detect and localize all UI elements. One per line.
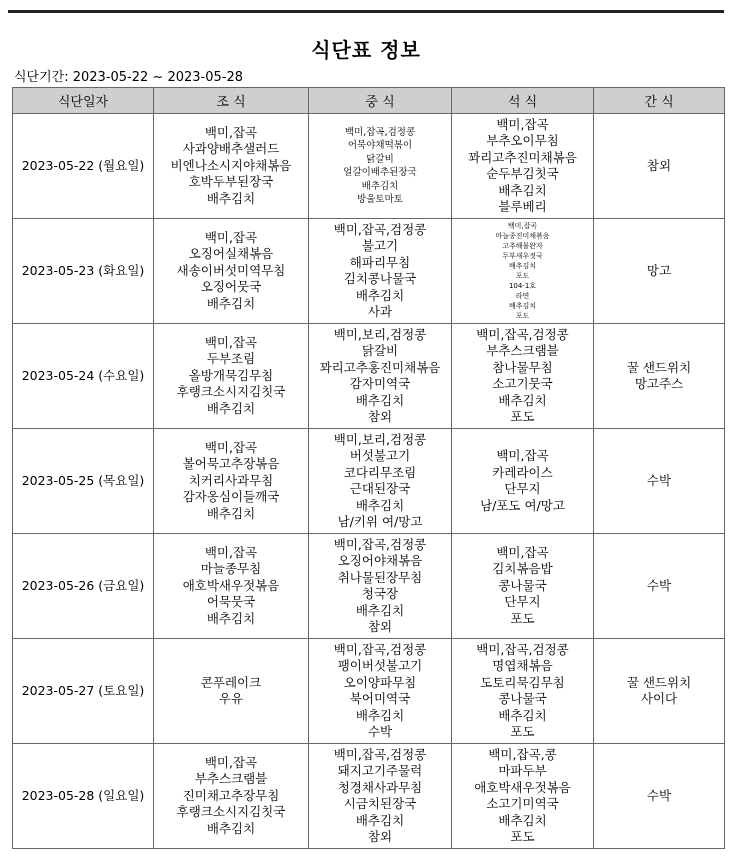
lunch-item: 시금치된장국 xyxy=(343,796,417,811)
dinner-item: 참나물무침 xyxy=(492,359,553,375)
cell-dinner xyxy=(452,324,594,429)
breakfast-item: 애호박새우젓볶음 xyxy=(182,577,280,593)
breakfast-item: 치커리사과무침 xyxy=(188,472,274,488)
breakfast-item: 백미,잡곡 xyxy=(204,124,258,140)
breakfast-item: 후랭크소시지김칫국 xyxy=(176,384,286,400)
cell-dinner xyxy=(452,114,594,219)
breakfast-item: 백미,잡곡 xyxy=(204,544,258,560)
cell-lunch xyxy=(309,534,452,639)
cell-lunch xyxy=(309,639,452,744)
lunch-item: 백미,보리,검정콩 xyxy=(333,326,427,342)
snack-item: 수박 xyxy=(646,577,672,593)
lunch-item: 버섯불고기 xyxy=(349,448,411,463)
dinner-item: 콩나물국 xyxy=(498,577,547,593)
header-date: 식단일자 xyxy=(13,88,154,114)
dinner-item: 포도 xyxy=(515,272,530,280)
snack-item: 꿀 샌드위치 xyxy=(626,359,692,375)
header-lunch: 중 식 xyxy=(309,88,452,114)
breakfast-item: 배추김치 xyxy=(206,295,256,311)
dinner-item: 단무지 xyxy=(504,594,541,610)
dinner-item: 남/포도 여/망고 xyxy=(480,497,565,513)
dinner-item: 포도 xyxy=(515,312,530,320)
dinner-item: 라면 xyxy=(515,292,530,300)
dinner-item: 명엽채볶음 xyxy=(492,658,553,673)
cell-snack xyxy=(594,639,725,744)
breakfast-item: 배추김치 xyxy=(206,505,256,521)
breakfast-item: 배추김치 xyxy=(206,400,256,416)
dinner-item: 고추해물완자 xyxy=(502,242,543,250)
dinner-item: 백미,잡곡,검정콩 xyxy=(476,641,569,657)
top-divider xyxy=(8,10,724,13)
dinner-item: 백미,잡곡 xyxy=(507,222,538,230)
cell-snack xyxy=(594,429,725,534)
breakfast-item: 콘푸레이크 xyxy=(200,674,262,690)
breakfast-item: 올방개묵김무침 xyxy=(188,367,274,383)
breakfast-item: 후랭크소시지김칫국 xyxy=(176,804,286,820)
meal-date: 2023-05-28 (일요일) xyxy=(13,744,154,849)
dinner-item: 포도 xyxy=(510,829,535,844)
lunch-item: 청국장 xyxy=(361,586,399,601)
cell-breakfast xyxy=(154,429,309,534)
cell-lunch xyxy=(309,744,452,849)
lunch-item: 배추김치 xyxy=(355,287,405,303)
dinner-item: 카레라이스 xyxy=(492,464,553,480)
lunch-item: 배추김치 xyxy=(355,812,405,828)
dinner-item: 애호박새우젓볶음 xyxy=(474,779,571,795)
lunch-item: 참외 xyxy=(367,829,393,844)
breakfast-item: 오징어실채볶음 xyxy=(188,246,274,262)
dinner-item: 배추김치 xyxy=(498,812,547,828)
cell-lunch xyxy=(309,324,452,429)
table-header-row xyxy=(13,88,725,114)
lunch-item: 참외 xyxy=(367,619,393,634)
dinner-item: 마늘종진미채볶음 xyxy=(495,232,550,240)
lunch-item: 꽈리고추홍진미채볶음 xyxy=(319,359,441,375)
breakfast-item: 부추스크램블 xyxy=(194,771,268,787)
lunch-item: 김치콩나물국 xyxy=(343,271,417,286)
dinner-item: 백미,잡곡 xyxy=(496,116,549,132)
lunch-item: 방울토마토 xyxy=(357,194,403,205)
breakfast-item: 백미,잡곡 xyxy=(204,229,258,245)
breakfast-item: 볼어묵고추장볶음 xyxy=(182,456,280,472)
dinner-item: 배추김치 xyxy=(508,262,537,270)
table-row xyxy=(13,639,725,744)
cell-breakfast xyxy=(154,114,309,219)
lunch-item: 취나물된장무침 xyxy=(337,569,423,585)
cell-breakfast xyxy=(154,324,309,429)
cell-snack xyxy=(594,219,725,324)
lunch-item: 배추김치 xyxy=(355,707,405,723)
cell-dinner xyxy=(452,534,594,639)
lunch-item: 배추김치 xyxy=(355,392,405,408)
lunch-item: 배추김치 xyxy=(361,180,399,192)
breakfast-item: 마늘종무침 xyxy=(200,561,262,577)
dinner-item: 백미,잡곡,검정콩 xyxy=(476,326,569,342)
dinner-item: 백미,잡곡,콩 xyxy=(488,746,557,762)
lunch-item: 참외 xyxy=(367,409,393,424)
cell-dinner xyxy=(452,429,594,534)
lunch-item: 사과 xyxy=(367,304,393,319)
breakfast-item: 비엔나소시지야채볶음 xyxy=(170,157,292,173)
dinner-item: 김치볶음밥 xyxy=(492,561,553,577)
dinner-item: 단무지 xyxy=(504,481,541,496)
breakfast-item: 감자옹심이들깨국 xyxy=(182,489,280,505)
dinner-item: 배추김치 xyxy=(498,182,547,198)
dinner-item: 포도 xyxy=(510,409,535,424)
lunch-item: 백미,잡곡,검정콩 xyxy=(344,126,416,138)
meal-date: 2023-05-24 (수요일) xyxy=(13,324,154,429)
lunch-item: 백미,잡곡,검정콩 xyxy=(333,641,427,657)
lunch-item: 닭갈비 xyxy=(366,153,394,165)
lunch-item: 얼갈이배추된장국 xyxy=(343,167,417,178)
table-row xyxy=(13,114,725,219)
dinner-item: 부추오이무침 xyxy=(486,133,559,148)
cell-breakfast xyxy=(154,744,309,849)
breakfast-item: 우유 xyxy=(218,691,244,706)
dinner-item: 콩나물국 xyxy=(498,691,547,706)
lunch-item: 감자미역국 xyxy=(349,376,411,391)
breakfast-item: 배추김치 xyxy=(206,190,256,206)
table-row xyxy=(13,744,725,849)
dinner-item: 마파두부 xyxy=(498,763,547,778)
dinner-item: 배추김치 xyxy=(508,302,537,310)
breakfast-item: 백미,잡곡 xyxy=(204,754,258,770)
header-dinner: 석 식 xyxy=(452,88,594,114)
breakfast-item: 백미,잡곡 xyxy=(204,334,258,350)
cell-snack xyxy=(594,744,725,849)
header-snack: 간 식 xyxy=(594,88,725,114)
dinner-item: 꽈리고추진미채볶음 xyxy=(468,149,577,165)
breakfast-item: 두부조림 xyxy=(206,351,256,367)
cell-dinner xyxy=(452,219,594,324)
breakfast-item: 진미채고추장무침 xyxy=(182,787,280,803)
cell-snack xyxy=(594,114,725,219)
dinner-item: 포도 xyxy=(510,610,535,626)
lunch-item: 팽이버섯불고기 xyxy=(337,658,423,673)
cell-lunch xyxy=(309,114,452,219)
meal-date: 2023-05-22 (월요일) xyxy=(13,114,154,219)
lunch-item: 북어미역국 xyxy=(349,691,411,706)
lunch-item: 오징어야채볶음 xyxy=(337,553,423,568)
dinner-item: 백미,잡곡 xyxy=(496,544,549,560)
dinner-item: 도토리묵김무침 xyxy=(480,674,565,690)
breakfast-item: 백미,잡곡 xyxy=(204,439,258,455)
dinner-item: 블루베리 xyxy=(498,199,547,214)
table-row xyxy=(13,534,725,639)
lunch-item: 백미,보리,검정콩 xyxy=(333,431,427,447)
meal-date: 2023-05-25 (목요일) xyxy=(13,429,154,534)
lunch-item: 오이양파무침 xyxy=(343,674,417,690)
lunch-item: 백미,잡곡,검정콩 xyxy=(333,221,427,237)
breakfast-item: 어묵뭇국 xyxy=(206,594,256,610)
meal-date: 2023-05-26 (금요일) xyxy=(13,534,154,639)
breakfast-item: 오징어뭇국 xyxy=(200,279,262,295)
header-breakfast: 조 식 xyxy=(154,88,309,114)
dinner-item: 부추스크램블 xyxy=(486,343,559,358)
lunch-item: 불고기 xyxy=(361,238,399,253)
lunch-item: 닭갈비 xyxy=(361,343,399,358)
table-row xyxy=(13,219,725,324)
meal-period: 식단기간: 2023-05-22 ~ 2023-05-28 xyxy=(14,70,244,85)
cell-dinner xyxy=(452,639,594,744)
dinner-item: 백미,잡곡 xyxy=(496,448,549,463)
dinner-item: 포도 xyxy=(510,724,535,739)
snack-item: 망고주스 xyxy=(634,376,684,391)
cell-snack xyxy=(594,324,725,429)
breakfast-item: 호박두부된장국 xyxy=(188,174,274,190)
table-row xyxy=(13,429,725,534)
dinner-item: 104-1호 xyxy=(508,282,537,290)
cell-breakfast xyxy=(154,639,309,744)
snack-item: 꿀 샌드위치 xyxy=(626,674,692,690)
lunch-item: 해파리무침 xyxy=(349,254,411,270)
dinner-item: 배추김치 xyxy=(498,707,547,723)
cell-lunch xyxy=(309,219,452,324)
snack-item: 참외 xyxy=(646,157,672,173)
dinner-item: 순두부김칫국 xyxy=(486,166,559,181)
cell-snack xyxy=(594,534,725,639)
cell-breakfast xyxy=(154,534,309,639)
snack-item: 수박 xyxy=(646,787,672,803)
cell-breakfast xyxy=(154,219,309,324)
lunch-item: 어묵야채떡볶이 xyxy=(347,140,413,151)
lunch-item: 백미,잡곡,검정콩 xyxy=(333,746,427,762)
snack-item: 수박 xyxy=(646,472,672,488)
cell-lunch xyxy=(309,429,452,534)
dinner-item: 두부새우젓국 xyxy=(502,252,543,260)
dinner-item: 소고기미역국 xyxy=(486,796,559,811)
dinner-item: 배추김치 xyxy=(498,392,547,408)
lunch-item: 근대된장국 xyxy=(349,481,411,496)
page-title: 식단표 정보 xyxy=(311,38,421,62)
cell-dinner xyxy=(452,744,594,849)
meal-date: 2023-05-23 (화요일) xyxy=(13,219,154,324)
lunch-item: 배추김치 xyxy=(355,602,405,618)
snack-item: 사이다 xyxy=(640,691,678,706)
breakfast-item: 사과양배추샐러드 xyxy=(182,141,280,157)
table-row xyxy=(13,324,725,429)
breakfast-item: 새송이버섯미역무침 xyxy=(176,262,286,278)
lunch-item: 백미,잡곡,검정콩 xyxy=(333,536,427,552)
meal-date: 2023-05-27 (토요일) xyxy=(13,639,154,744)
breakfast-item: 배추김치 xyxy=(206,610,256,626)
snack-item: 망고 xyxy=(646,262,672,278)
meal-table xyxy=(12,87,725,849)
dinner-item: 소고기뭇국 xyxy=(492,376,553,391)
lunch-item: 수박 xyxy=(367,724,393,739)
lunch-item: 청경채사과무침 xyxy=(337,779,423,795)
breakfast-item: 배추김치 xyxy=(206,820,256,836)
lunch-item: 코다리무조림 xyxy=(343,464,417,480)
lunch-item: 돼지고기주물럭 xyxy=(337,763,423,778)
lunch-item: 남/키위 여/망고 xyxy=(337,514,423,529)
lunch-item: 배추김치 xyxy=(355,497,405,513)
